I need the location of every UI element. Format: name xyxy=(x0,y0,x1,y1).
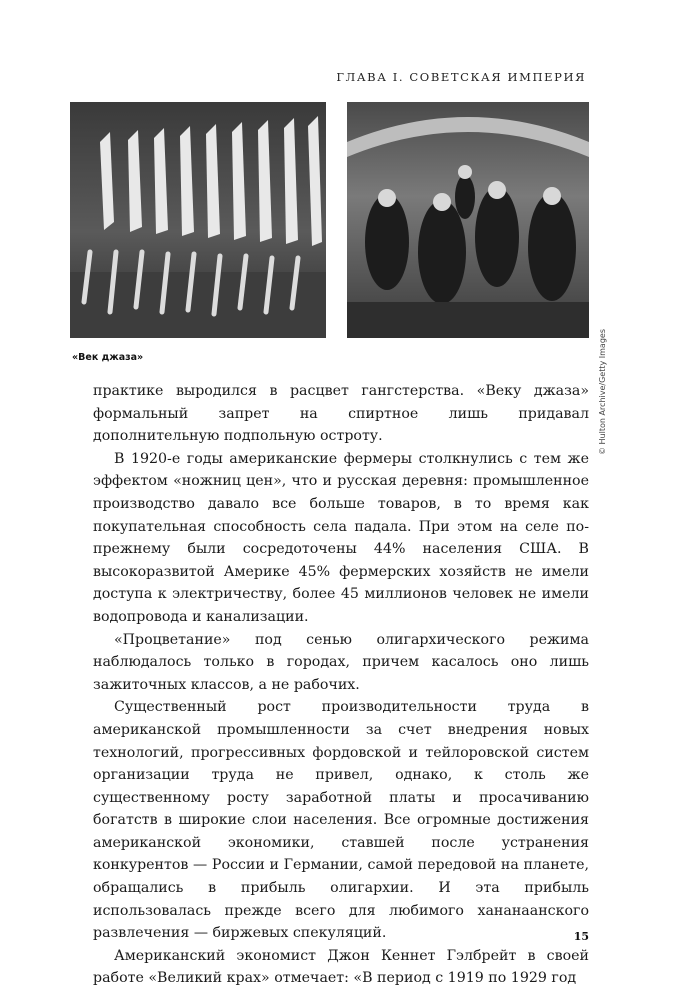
photo-credit-container xyxy=(590,102,607,456)
paragraph: В 1920-е годы американские фермеры столкнулись с тем же эффектом «ножниц цен», что и русская деревня: промышленное производство давало все больше товаров, в то время как покупательная способность села падала. При этом на селе по-прежнему были сосредоточены 44% населения США. В высокоразвитой Америке 45% фермерских хозяйств не имели доступа к электричеству, более 45 миллионов человек не имели водопровода и канализации. xyxy=(93,450,589,625)
photo-caption: «Век джаза» xyxy=(72,352,144,363)
photo-credit: © Hulton Archive/Getty Images xyxy=(598,329,607,456)
paragraph: Американский экономист Джон Кеннет Гэлбрейт в своей работе «Великий крах» отмечает: «В период с 1919 по 1929 год xyxy=(93,947,589,987)
page-number: 15 xyxy=(573,930,589,943)
body-text xyxy=(93,380,589,990)
paragraph: практике выродился в расцвет гангстерства. «Веку джаза» формальный запрет на спиртное лишь придавал дополнительную подпольную остроту. xyxy=(93,383,589,445)
dance-hall-photo xyxy=(347,102,589,338)
dance-hall-image xyxy=(347,102,589,338)
paragraph: Существенный рост производительности труда в американской промышленности за счет внедрения новых технологий, прогрессивных фордовской и тейлоровской систем организации труда не привел, однако, к столь же существенному росту заработной платы и просачиванию богатств в широкие слои населения. Все огромные достижения американской экономики, ставшей после устранения конкурентов — России и Германии, самой передовой на планете, обращались в прибыль олигархии. И эта прибыль использовалась прежде всего для любимого хананаанского развлечения — биржевых спекуляций. xyxy=(93,699,589,942)
chorus-line-image xyxy=(70,102,326,338)
running-head: ГЛАВА I. СОВЕТСКАЯ ИМПЕРИЯ xyxy=(336,70,586,84)
chorus-line-photo xyxy=(70,102,326,338)
paragraph: «Процветание» под сенью олигархического режима наблюдалось только в городах, причем касалось оно лишь зажиточных классов, а не рабочих. xyxy=(93,631,589,693)
